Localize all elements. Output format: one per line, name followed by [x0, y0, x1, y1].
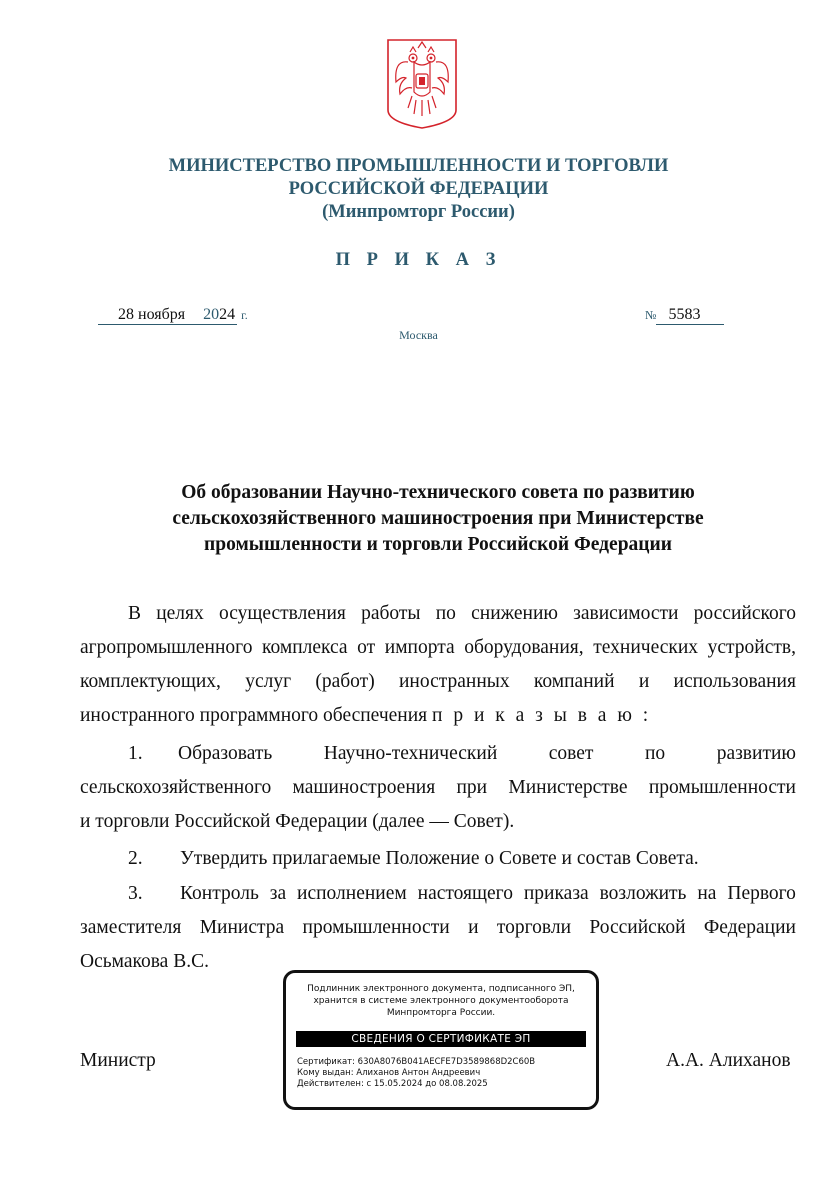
word: услуг: [245, 671, 292, 692]
certificate-validity: Действителен: с 15.05.2024 до 08.08.2025: [297, 1079, 488, 1089]
stamp-note-line: Минпромторга России.: [386, 1008, 496, 1018]
order-date: [98, 306, 248, 325]
word: возложить: [599, 883, 687, 904]
paragraph-line: [80, 771, 796, 805]
word: сельскохозяйственного: [80, 777, 272, 798]
item-text: [178, 737, 796, 771]
word: технических: [593, 637, 699, 658]
order-verb: п р и к а з ы в а ю :: [432, 705, 652, 726]
item-2-line: [128, 842, 796, 876]
word: оборудования,: [464, 637, 584, 658]
paragraph-line: и торговли Российской Федерации (далее — Совет).: [80, 811, 515, 832]
ministry-name-line2: РОССИЙСКОЙ ФЕДЕРАЦИИ: [288, 179, 549, 199]
certificate-info: [297, 1057, 535, 1090]
certificate-id: Сертификат: 630A8076B041AECFE7D3589868D2C60B: [297, 1057, 536, 1067]
word: импорта: [384, 637, 455, 658]
word: приказа: [523, 883, 589, 904]
city: Москва: [399, 328, 438, 342]
date-day-month: 28 ноября: [98, 306, 201, 325]
stamp-note-line: Подлинник электронного документа, подписанного ЭП,: [307, 984, 575, 994]
word: устройств,: [707, 637, 796, 658]
word: промышленности: [648, 777, 796, 798]
word: снижению: [471, 603, 558, 624]
title-line2: сельскохозяйственного машиностроения при Министерстве: [172, 508, 704, 529]
document-title: [80, 480, 796, 558]
word: промышленности: [302, 917, 450, 938]
date-year-suffix: 24: [219, 306, 236, 323]
number-value: 5583: [656, 306, 724, 325]
word: компаний: [533, 671, 615, 692]
certificate-holder: Кому выдан: Алиханов Антон Андреевич: [297, 1068, 481, 1078]
word: Первого: [727, 883, 796, 904]
word: агропромышленного: [80, 637, 253, 658]
word: комплектующих,: [80, 671, 221, 692]
word: Российской: [589, 917, 686, 938]
electronic-signature-stamp: [283, 970, 599, 1110]
title-line3: промышленности и торговли Российской Федерации: [204, 534, 672, 555]
word: осуществления: [218, 603, 346, 624]
word: использования: [673, 671, 796, 692]
word: по: [644, 743, 666, 764]
word: по: [435, 603, 456, 624]
word: исполнением: [297, 883, 407, 904]
document-type: П Р И К А З: [335, 250, 502, 270]
year-mark: г.: [241, 308, 248, 322]
paragraph-line: [128, 597, 796, 631]
word: российского: [693, 603, 796, 624]
item-1-line: [128, 737, 796, 771]
word: на: [697, 883, 717, 904]
word: Контроль: [180, 883, 259, 904]
word: развитию: [716, 743, 796, 764]
word: при: [456, 777, 488, 798]
word: работы: [361, 603, 421, 624]
order-number: [645, 306, 724, 325]
coat-of-arms-icon: [386, 38, 458, 130]
paragraph-line: [80, 631, 796, 665]
word: иностранных: [398, 671, 510, 692]
item-number: 1.: [128, 743, 143, 764]
word: В: [128, 603, 142, 624]
word: машиностроения: [292, 777, 436, 798]
signer-position: Министр: [80, 1050, 156, 1071]
word: и: [468, 917, 479, 938]
paragraph-line: [80, 665, 796, 699]
number-label: №: [645, 308, 657, 322]
stamp-note: [286, 983, 596, 1019]
item-text: Утвердить прилагаемые Положение о Совете и состав Совета.: [180, 848, 699, 869]
word: заместителя: [80, 917, 182, 938]
item-3-line: [128, 877, 796, 911]
paragraph-text: иностранного программного обеспечения: [80, 705, 428, 726]
word: Образовать: [178, 743, 273, 764]
date-year-prefix: 20: [203, 306, 220, 323]
word: зависимости: [573, 603, 679, 624]
word: и: [638, 671, 650, 692]
word: от: [357, 637, 376, 658]
item-number: 3.: [128, 883, 143, 904]
word: совет: [548, 743, 594, 764]
ministry-name-line1: МИНИСТЕРСТВО ПРОМЫШЛЕННОСТИ И ТОРГОВЛИ: [168, 156, 669, 176]
word: настоящего: [417, 883, 513, 904]
title-line1: Об образовании Научно-технического совета по развитию: [181, 482, 695, 503]
item-number: 2.: [128, 848, 143, 869]
stamp-note-line: хранится в системе электронного документооборота: [313, 996, 569, 1006]
paragraph-line: Осьмакова В.С.: [80, 951, 209, 972]
word: Федерации: [703, 917, 796, 938]
word: Научно-технический: [323, 743, 498, 764]
stamp-header-bar: СВЕДЕНИЯ О СЕРТИФИКАТЕ ЭП: [296, 1031, 586, 1047]
paragraph-line: [80, 911, 796, 945]
ministry-short-name: (Минпромторг России): [322, 202, 515, 222]
signer-name: А.А. Алиханов: [666, 1050, 791, 1071]
ministry-header: [0, 155, 837, 224]
word: Министра: [199, 917, 285, 938]
word: за: [269, 883, 287, 904]
item-text: [180, 877, 796, 911]
word: целях: [156, 603, 204, 624]
paragraph-line: [80, 699, 796, 733]
word: комплекса: [262, 637, 348, 658]
word: Министерстве: [508, 777, 628, 798]
word: торговли: [496, 917, 572, 938]
word: (работ): [315, 671, 375, 692]
